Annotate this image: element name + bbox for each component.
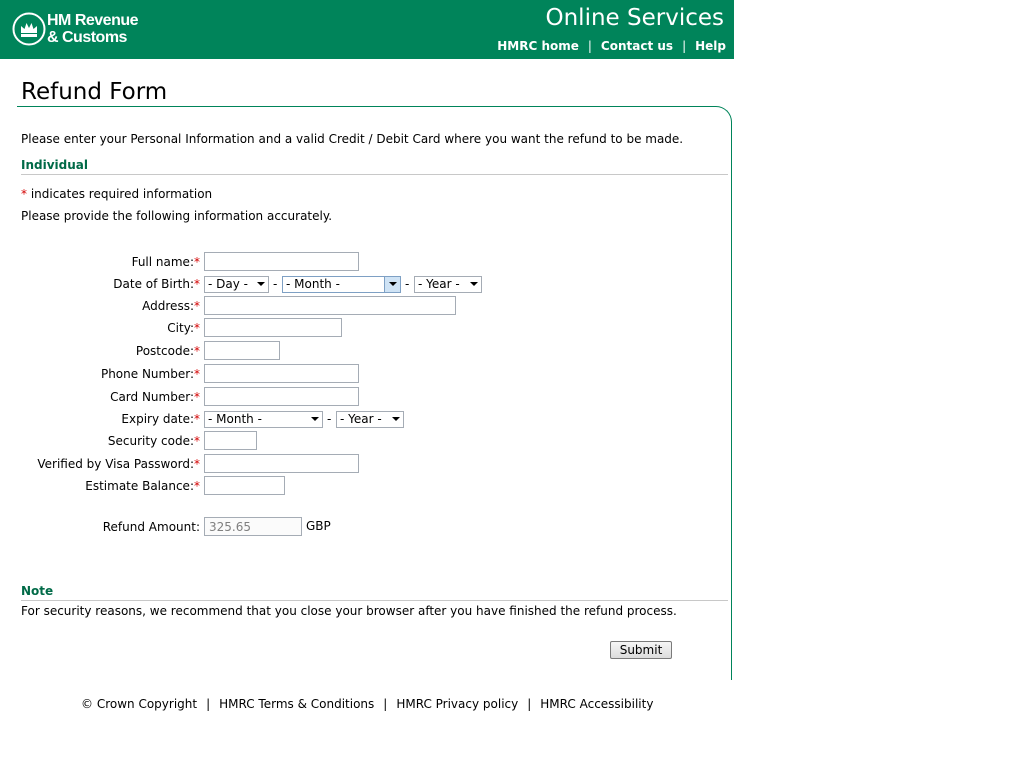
refund-amount-field <box>204 517 302 536</box>
required-star: * <box>194 321 200 335</box>
security-note-text: For security reasons, we recommend that you close your browser after you have finished the refund process. <box>21 604 677 618</box>
section-heading-individual: Individual <box>21 158 728 175</box>
security-code-input[interactable] <box>204 431 257 450</box>
required-star: * <box>194 344 200 358</box>
dob-label <box>113 277 200 291</box>
footer-accessibility-link[interactable]: HMRC Accessibility <box>540 697 654 711</box>
phone-label <box>101 367 200 381</box>
required-star: * <box>194 457 200 471</box>
footer-crown-copyright-link[interactable]: © Crown Copyright <box>81 697 198 711</box>
currency-label: GBP <box>306 519 331 533</box>
expiry-year-select[interactable] <box>336 411 404 428</box>
expiry-label <box>121 412 200 426</box>
expiry-month-select[interactable] <box>204 411 323 428</box>
label-text: Card Number: <box>110 390 194 404</box>
page-title: Refund Form <box>21 79 168 105</box>
nav-hmrc-home-link[interactable]: HMRC home <box>497 39 579 53</box>
required-star: * <box>194 277 200 291</box>
chevron-down-icon <box>392 417 400 421</box>
nav-separator: | <box>587 39 592 53</box>
hmrc-logo-text[interactable] <box>47 12 138 46</box>
label-text: Postcode: <box>135 344 194 358</box>
dob-year-value: - Year - <box>418 277 460 291</box>
section-heading-note: Note <box>21 584 728 601</box>
required-star: * <box>194 412 200 426</box>
label-text: Phone Number: <box>100 367 194 381</box>
security-code-label <box>108 434 200 448</box>
label-text: Estimate Balance: <box>85 479 194 493</box>
label-text: Verified by Visa Password: <box>37 457 194 471</box>
full-name-label <box>132 255 200 269</box>
required-star: * <box>194 299 200 313</box>
footer-separator: | <box>383 697 388 711</box>
label-text: Full name: <box>131 255 194 269</box>
label-text: Expiry date: <box>121 412 194 426</box>
dash-separator: - <box>327 412 332 426</box>
required-star: * <box>194 255 200 269</box>
footer-links <box>81 697 653 711</box>
dob-month-value: - Month - <box>286 277 340 291</box>
required-star: * <box>194 479 200 493</box>
nav-separator: | <box>682 39 687 53</box>
card-number-input[interactable] <box>204 387 359 406</box>
required-star: * <box>194 434 200 448</box>
dash-separator: - <box>405 277 410 291</box>
dob-month-select[interactable] <box>282 276 401 293</box>
dropdown-button[interactable] <box>384 277 400 292</box>
label-text: Address: <box>142 299 194 313</box>
site-title: Online Services <box>545 5 724 31</box>
chevron-down-icon <box>389 282 397 286</box>
footer-separator: | <box>527 697 532 711</box>
refund-amount-label: Refund Amount: <box>102 520 200 534</box>
dob-day-select[interactable] <box>204 276 269 293</box>
label-text: Security code: <box>107 434 194 448</box>
site-header <box>0 0 734 59</box>
logo-line-2: & Customs <box>47 29 127 46</box>
required-note-text: indicates required information <box>27 187 213 201</box>
city-label <box>167 321 200 335</box>
postcode-input[interactable] <box>204 341 280 360</box>
address-label <box>142 299 200 313</box>
required-star: * <box>21 187 27 201</box>
accuracy-note: Please provide the following information accurately. <box>21 209 333 223</box>
phone-input[interactable] <box>204 364 359 383</box>
nav-help-link[interactable]: Help <box>695 39 726 53</box>
intro-text: Please enter your Personal Information and a valid Credit / Debit Card where you want the refund to be made. <box>21 132 684 146</box>
dash-separator: - <box>273 277 278 291</box>
address-input[interactable] <box>204 296 456 315</box>
footer-privacy-link[interactable]: HMRC Privacy policy <box>396 697 519 711</box>
expiry-month-value: - Month - <box>208 412 262 426</box>
expiry-year-value: - Year - <box>340 412 382 426</box>
chevron-down-icon <box>257 282 265 286</box>
postcode-label <box>136 344 200 358</box>
footer-terms-link[interactable]: HMRC Terms & Conditions <box>219 697 375 711</box>
footer-separator: | <box>206 697 211 711</box>
top-nav <box>497 39 726 53</box>
dob-year-select[interactable] <box>414 276 482 293</box>
dob-day-value: - Day - <box>208 277 248 291</box>
vbv-password-input[interactable] <box>204 454 359 473</box>
card-number-label <box>110 390 200 404</box>
required-star: * <box>194 390 200 404</box>
estimate-balance-label <box>85 479 200 493</box>
chevron-down-icon <box>470 282 478 286</box>
logo-line-1: HM Revenue <box>47 12 139 29</box>
submit-button[interactable]: Submit <box>610 641 672 659</box>
required-star: * <box>194 367 200 381</box>
full-name-input[interactable] <box>204 252 359 271</box>
required-note <box>21 187 212 201</box>
vbv-password-label <box>37 457 200 471</box>
estimate-balance-input[interactable] <box>204 476 285 495</box>
crown-crest-icon <box>12 12 46 46</box>
label-text: City: <box>167 321 194 335</box>
city-input[interactable] <box>204 318 342 337</box>
label-text: Date of Birth: <box>113 277 194 291</box>
nav-contact-us-link[interactable]: Contact us <box>600 39 674 53</box>
chevron-down-icon <box>311 417 319 421</box>
